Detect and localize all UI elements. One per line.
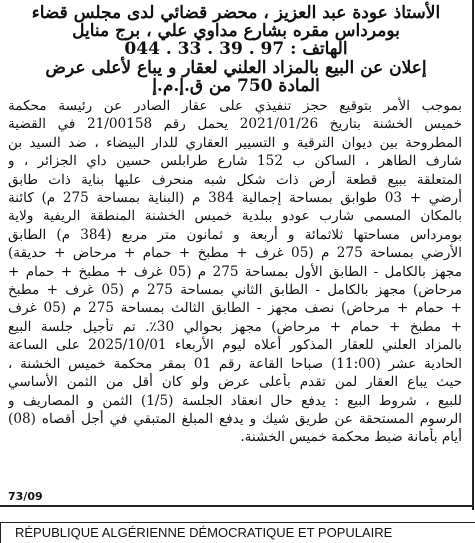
notice-reference-number: 73/09	[8, 490, 43, 503]
notice-title	[0, 58, 472, 95]
next-notice-frame	[0, 522, 475, 543]
body-line: + حمام + مرحاض) نصف مجهز - الطابق الثالث بمساحة 275 م (05 غرف	[8, 300, 462, 317]
body-line: الحادية عشر (11:00) صباحا القاعة رقم 01 بمقر محكمة خميس الخشنة ،	[8, 355, 462, 372]
body-line: مجهز بالكامل - الطابق الأول بمساحة 275 م (05 غرف + مطبخ + حمام +	[8, 263, 462, 280]
bailiff-address-line: بومرداس مقره بشارع مداوي علي ، برج منايل	[72, 21, 400, 41]
bailiff-phone-line: الهاتف : 97 . 39 . 33 . 044	[124, 39, 348, 59]
body-line: بومرداس مساحتها ثلاثمائة و أربعة و ثمانون متر مربع (384 م) الطابق	[8, 226, 462, 243]
notice-article-line: المادة 750 من ق.إ.م.إ	[152, 76, 320, 96]
body-line: + مطبخ + حمام + مرحاض) مجهز بحوالي 30٪. تم تأجيل جلسة البيع	[8, 318, 462, 335]
body-line: بموجب الأمر بتوقيع حجز تنفيذي على عقار الصادر عن رئيسة محكمة	[8, 98, 462, 114]
body-line: المطروحة بين ديوان الترقية و التسيير العقاري للدار البيضاء ، ضد السيد بن	[8, 134, 462, 151]
body-line: بالمزاد العلني للعقار المذكور أعلاه ليوم الأربعاء 2025/10/01 على الساعة	[8, 337, 462, 354]
body-line: مرحاض) مجهز بالكامل - الطابق الثاني بمساحة 275 م (05 غرف + مطبخ	[8, 282, 462, 299]
body-line: بالمكان المسمى شارب عودو ببلدية خميس الخشنة المنطقة الريفية ولاية	[8, 208, 462, 225]
bailiff-name-line: الأستاذ عودة عبد العزيز ، محضر قضائي لدى مجلس قضاء	[31, 3, 441, 23]
next-notice-title: RÉPUBLIQUE ALGÉRIENNE DÉMOCRATIQUE ET POPULAIRE	[15, 525, 393, 540]
body-line: الرسوم المستحقة عن طريق شيك و يدفع المبلغ المتبقي في أجل أقصاه (08)	[8, 410, 462, 427]
body-line: للبيع ، شروط البيع : يدفع حال انعقاد الجلسة (1/5) الثمن و المصاريف و	[8, 392, 462, 409]
notice-header	[0, 0, 472, 58]
body-line: أرضي + 03 طوابق بمساحة إجمالية 384 م (البناية بمساحة 275 م) كائنة	[8, 190, 462, 207]
notice-body	[0, 95, 472, 447]
body-line: أيام بأمانة ضبط محكمة خميس الخشنة.	[240, 429, 462, 446]
body-line: حيث يباع العقار لمن تقدم بأعلى عرض ولو كان أقل من الثمن الأساسي	[8, 374, 462, 391]
body-line: المتعلقة ببيع قطعة أرض ذات شكل شبه منحرف عليها بناية ذات طابق	[8, 171, 462, 188]
body-line: شارف الطاهر ، الساكن ب 152 شارع طرابلس حسين داي الجزائر ، و	[8, 153, 462, 170]
notice-title-line: إعلان عن البيع بالمزاد العلني لعقار و يباع لأعلى عرض	[45, 58, 427, 78]
body-line: الأرضي بمساحة 275 م (05 غرف + مطبخ + حمام + مرحاض + حديقة)	[8, 245, 462, 262]
body-line: خميس الخشنة بتاريخ 2021/01/26 يحمل رقم 21/00158 في القضية	[8, 116, 462, 133]
notice-divider	[0, 505, 474, 507]
